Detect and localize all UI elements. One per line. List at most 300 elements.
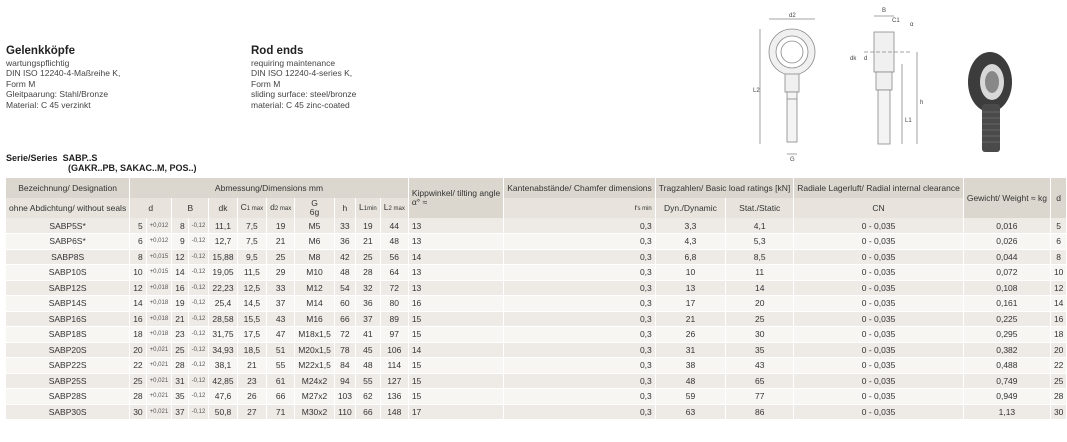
- designation-cell: SABP14S: [6, 296, 130, 312]
- clearance-cell: 0 - 0,035: [794, 342, 964, 358]
- header-h: h: [334, 198, 355, 218]
- dk-cell: 25,4: [209, 296, 237, 312]
- designation-cell: SABP12S: [6, 280, 130, 296]
- B-tolerance-cell: -0,12: [188, 280, 209, 296]
- tilt-angle-cell: 13: [408, 280, 503, 296]
- B-tolerance-cell: -0,12: [188, 234, 209, 250]
- weight-cell: 0,044: [963, 249, 1050, 265]
- designation-cell: SABP5S*: [6, 218, 130, 234]
- dk-cell: 34,93: [209, 342, 237, 358]
- header-G: G 6g: [295, 198, 335, 218]
- B-tolerance-cell: -0,12: [188, 373, 209, 389]
- B-cell: 25: [172, 342, 188, 358]
- B-tolerance-cell: -0,12: [188, 265, 209, 281]
- L2-cell: 44: [380, 218, 408, 234]
- header-d-right: d: [1050, 178, 1066, 218]
- d-cell: 28: [130, 389, 146, 405]
- L2-cell: 148: [380, 404, 408, 420]
- L1-cell: 48: [356, 358, 381, 374]
- clearance-cell: 0 - 0,035: [794, 358, 964, 374]
- header-B: B: [172, 198, 209, 218]
- header-C1: C1 max: [237, 198, 266, 218]
- weight-cell: 0,108: [963, 280, 1050, 296]
- label-L1: L1: [905, 118, 912, 124]
- static-load-cell: 4,1: [726, 218, 794, 234]
- d-tolerance-cell: +0,021: [146, 373, 172, 389]
- dynamic-load-cell: 21: [655, 311, 725, 327]
- d2-cell: 61: [267, 373, 295, 389]
- header-load-ratings: Tragzahlen/ Basic load ratings [kN]: [655, 178, 794, 198]
- static-load-cell: 35: [726, 342, 794, 358]
- series-alternatives: (GAKR..PB, SAKAC..M, POS..): [68, 163, 197, 173]
- chamfer-cell: 0,3: [504, 373, 656, 389]
- d2-cell: 51: [267, 342, 295, 358]
- chamfer-cell: 0,3: [504, 311, 656, 327]
- label-G: G: [790, 157, 795, 163]
- thread-cell: M22x1,5: [295, 358, 335, 374]
- d-cell: 5: [130, 218, 146, 234]
- B-cell: 31: [172, 373, 188, 389]
- d-right-cell: 6: [1050, 234, 1066, 250]
- designation-cell: SABP18S: [6, 327, 130, 343]
- dynamic-load-cell: 59: [655, 389, 725, 405]
- d2-cell: 19: [267, 218, 295, 234]
- chamfer-cell: 0,3: [504, 389, 656, 405]
- d-right-cell: 20: [1050, 342, 1066, 358]
- dynamic-load-cell: 3,3: [655, 218, 725, 234]
- table-row: [6, 234, 1067, 250]
- designation-cell: SABP16S: [6, 311, 130, 327]
- C1-cell: 12,5: [237, 280, 266, 296]
- designation-cell: SABP6S*: [6, 234, 130, 250]
- d2-cell: 29: [267, 265, 295, 281]
- h-cell: 36: [334, 234, 355, 250]
- chamfer-cell: 0,3: [504, 296, 656, 312]
- d2-cell: 33: [267, 280, 295, 296]
- h-cell: 66: [334, 311, 355, 327]
- weight-cell: 0,225: [963, 311, 1050, 327]
- h-cell: 33: [334, 218, 355, 234]
- h-cell: 110: [334, 404, 355, 420]
- dk-cell: 11,1: [209, 218, 237, 234]
- d-right-cell: 5: [1050, 218, 1066, 234]
- L1-cell: 25: [356, 249, 381, 265]
- h-cell: 94: [334, 373, 355, 389]
- C1-cell: 11,5: [237, 265, 266, 281]
- d2-cell: 55: [267, 358, 295, 374]
- B-tolerance-cell: -0,12: [188, 249, 209, 265]
- dk-cell: 47,6: [209, 389, 237, 405]
- B-cell: 28: [172, 358, 188, 374]
- static-load-cell: 77: [726, 389, 794, 405]
- header-tilting-angle: Kippwinkel/ tilting angle α° ≈: [408, 178, 503, 218]
- B-tolerance-cell: -0,12: [188, 342, 209, 358]
- designation-cell: SABP22S: [6, 358, 130, 374]
- clearance-cell: 0 - 0,035: [794, 265, 964, 281]
- d2-cell: 25: [267, 249, 295, 265]
- dynamic-load-cell: 6,8: [655, 249, 725, 265]
- designation-cell: SABP25S: [6, 373, 130, 389]
- chamfer-cell: 0,3: [504, 218, 656, 234]
- C1-cell: 7,5: [237, 234, 266, 250]
- header-d2: d2 max: [267, 198, 295, 218]
- label-d: d: [864, 56, 868, 62]
- dynamic-load-cell: 63: [655, 404, 725, 420]
- L1-cell: 28: [356, 265, 381, 281]
- static-load-cell: 11: [726, 265, 794, 281]
- L1-cell: 32: [356, 280, 381, 296]
- intro-line: requiring maintenance: [251, 58, 336, 68]
- table-row: [6, 218, 1067, 234]
- intro-line: Gleitpaarung: Stahl/Bronze: [6, 89, 109, 100]
- tilt-angle-cell: 17: [408, 404, 503, 420]
- L2-cell: 97: [380, 327, 408, 343]
- B-cell: 9: [172, 234, 188, 250]
- header-L2: L2 max: [380, 198, 408, 218]
- tilt-angle-cell: 15: [408, 358, 503, 374]
- tilt-angle-cell: 13: [408, 265, 503, 281]
- header-dynamic: Dyn./Dynamic: [655, 198, 725, 218]
- B-cell: 37: [172, 404, 188, 420]
- dk-cell: 22,23: [209, 280, 237, 296]
- L2-cell: 89: [380, 311, 408, 327]
- table-row: [6, 249, 1067, 265]
- dynamic-load-cell: 4,3: [655, 234, 725, 250]
- dk-cell: 42,85: [209, 373, 237, 389]
- L2-cell: 127: [380, 373, 408, 389]
- d-tolerance-cell: +0,015: [146, 265, 172, 281]
- B-tolerance-cell: -0,12: [188, 311, 209, 327]
- header-chamfer: Kantenabstände/ Chamfer dimensions: [504, 178, 656, 198]
- chamfer-cell: 0,3: [504, 327, 656, 343]
- clearance-cell: 0 - 0,035: [794, 280, 964, 296]
- L1-cell: 36: [356, 296, 381, 312]
- weight-cell: 0,295: [963, 327, 1050, 343]
- intro-line: sliding surface: steel/bronze: [251, 89, 357, 100]
- static-load-cell: 8,5: [726, 249, 794, 265]
- dynamic-load-cell: 10: [655, 265, 725, 281]
- header-designation: Bezeichnung/ Designation: [6, 178, 130, 198]
- L2-cell: 106: [380, 342, 408, 358]
- B-tolerance-cell: -0,12: [188, 404, 209, 420]
- thread-cell: M12: [295, 280, 335, 296]
- h-cell: 42: [334, 249, 355, 265]
- d-cell: 18: [130, 327, 146, 343]
- h-cell: 60: [334, 296, 355, 312]
- C1-cell: 7,5: [237, 218, 266, 234]
- clearance-cell: 0 - 0,035: [794, 373, 964, 389]
- dk-cell: 15,88: [209, 249, 237, 265]
- label-L2: L2: [753, 88, 760, 94]
- tilt-angle-cell: 14: [408, 249, 503, 265]
- d-cell: 25: [130, 373, 146, 389]
- d-right-cell: 25: [1050, 373, 1066, 389]
- static-load-cell: 25: [726, 311, 794, 327]
- dk-cell: 31,75: [209, 327, 237, 343]
- thread-cell: M24x2: [295, 373, 335, 389]
- d-tolerance-cell: +0,012: [146, 218, 172, 234]
- table-row: [6, 404, 1067, 420]
- d-tolerance-cell: +0,021: [146, 389, 172, 405]
- header-clearance: Radiale Lagerluft/ Radial internal clearance: [794, 178, 964, 198]
- C1-cell: 27: [237, 404, 266, 420]
- B-cell: 8: [172, 218, 188, 234]
- thread-cell: M5: [295, 218, 335, 234]
- tilt-angle-cell: 16: [408, 296, 503, 312]
- dynamic-load-cell: 31: [655, 342, 725, 358]
- static-load-cell: 43: [726, 358, 794, 374]
- d-cell: 16: [130, 311, 146, 327]
- weight-cell: 0,161: [963, 296, 1050, 312]
- thread-cell: M14: [295, 296, 335, 312]
- intro-line: DIN ISO 12240-4-series K,: [251, 68, 353, 79]
- d-cell: 10: [130, 265, 146, 281]
- clearance-cell: 0 - 0,035: [794, 327, 964, 343]
- designation-cell: SABP8S: [6, 249, 130, 265]
- static-load-cell: 14: [726, 280, 794, 296]
- static-load-cell: 5,3: [726, 234, 794, 250]
- dynamic-load-cell: 48: [655, 373, 725, 389]
- B-cell: 19: [172, 296, 188, 312]
- table-row: [6, 280, 1067, 296]
- d-right-cell: 8: [1050, 249, 1066, 265]
- L1-cell: 21: [356, 234, 381, 250]
- series-code: SABP..S: [62, 153, 98, 163]
- label-h: h: [920, 100, 924, 106]
- header-cn: CN: [794, 198, 964, 218]
- B-tolerance-cell: -0,12: [188, 327, 209, 343]
- B-cell: 16: [172, 280, 188, 296]
- L1-cell: 37: [356, 311, 381, 327]
- h-cell: 103: [334, 389, 355, 405]
- intro-line: wartungspflichtig: [6, 58, 70, 68]
- heading-english: Rod ends: [251, 45, 304, 57]
- d-cell: 8: [130, 249, 146, 265]
- d-cell: 22: [130, 358, 146, 374]
- d-tolerance-cell: +0,018: [146, 280, 172, 296]
- dk-cell: 19,05: [209, 265, 237, 281]
- C1-cell: 15,5: [237, 311, 266, 327]
- B-cell: 21: [172, 311, 188, 327]
- header-static: Stat./Static: [726, 198, 794, 218]
- B-cell: 14: [172, 265, 188, 281]
- clearance-cell: 0 - 0,035: [794, 389, 964, 405]
- chamfer-cell: 0,3: [504, 404, 656, 420]
- table-row: [6, 373, 1067, 389]
- weight-cell: 0,016: [963, 218, 1050, 234]
- L2-cell: 80: [380, 296, 408, 312]
- d2-cell: 21: [267, 234, 295, 250]
- series-label: [6, 153, 197, 173]
- h-cell: 72: [334, 327, 355, 343]
- tilt-angle-cell: 13: [408, 234, 503, 250]
- dk-cell: 28,58: [209, 311, 237, 327]
- d-tolerance-cell: +0,015: [146, 249, 172, 265]
- d-tolerance-cell: +0,021: [146, 404, 172, 420]
- weight-cell: 0,749: [963, 373, 1050, 389]
- dk-cell: 50,8: [209, 404, 237, 420]
- label-alpha: α: [910, 22, 914, 28]
- chamfer-cell: 0,3: [504, 249, 656, 265]
- L2-cell: 72: [380, 280, 408, 296]
- d-tolerance-cell: +0,021: [146, 342, 172, 358]
- weight-cell: 0,026: [963, 234, 1050, 250]
- d-tolerance-cell: +0,012: [146, 234, 172, 250]
- B-tolerance-cell: -0,12: [188, 296, 209, 312]
- B-cell: 12: [172, 249, 188, 265]
- thread-cell: M27x2: [295, 389, 335, 405]
- series-prefix: Serie/Series: [6, 153, 58, 163]
- clearance-cell: 0 - 0,035: [794, 296, 964, 312]
- rod-ends-table: [6, 178, 1067, 420]
- L1-cell: 62: [356, 389, 381, 405]
- designation-cell: SABP30S: [6, 404, 130, 420]
- thread-cell: M18x1,5: [295, 327, 335, 343]
- table-row: [6, 389, 1067, 405]
- header-d: d: [130, 198, 172, 218]
- chamfer-cell: 0,3: [504, 358, 656, 374]
- B-tolerance-cell: -0,12: [188, 218, 209, 234]
- designation-cell: SABP20S: [6, 342, 130, 358]
- header-weight: Gewicht/ Weight ≈ kg: [963, 178, 1050, 218]
- tilt-angle-cell: 15: [408, 311, 503, 327]
- d-right-cell: 16: [1050, 311, 1066, 327]
- C1-cell: 17,5: [237, 327, 266, 343]
- L2-cell: 136: [380, 389, 408, 405]
- d-cell: 14: [130, 296, 146, 312]
- B-cell: 35: [172, 389, 188, 405]
- label-C1: C1: [892, 18, 900, 24]
- chamfer-cell: 0,3: [504, 234, 656, 250]
- designation-cell: SABP10S: [6, 265, 130, 281]
- tilt-angle-cell: 15: [408, 389, 503, 405]
- weight-cell: 0,488: [963, 358, 1050, 374]
- heading-german: Gelenkköpfe: [6, 45, 76, 57]
- L2-cell: 56: [380, 249, 408, 265]
- L1-cell: 45: [356, 342, 381, 358]
- dynamic-load-cell: 38: [655, 358, 725, 374]
- d-tolerance-cell: +0,021: [146, 358, 172, 374]
- clearance-cell: 0 - 0,035: [794, 218, 964, 234]
- dk-cell: 38,1: [209, 358, 237, 374]
- tilt-angle-cell: 13: [408, 218, 503, 234]
- static-load-cell: 65: [726, 373, 794, 389]
- B-cell: 23: [172, 327, 188, 343]
- d-right-cell: 28: [1050, 389, 1066, 405]
- dynamic-load-cell: 17: [655, 296, 725, 312]
- d2-cell: 47: [267, 327, 295, 343]
- chamfer-cell: 0,3: [504, 280, 656, 296]
- weight-cell: 0,072: [963, 265, 1050, 281]
- C1-cell: 23: [237, 373, 266, 389]
- d-right-cell: 10: [1050, 265, 1066, 281]
- tilt-angle-cell: 14: [408, 342, 503, 358]
- dynamic-load-cell: 26: [655, 327, 725, 343]
- d2-cell: 71: [267, 404, 295, 420]
- d-cell: 30: [130, 404, 146, 420]
- table-row: [6, 342, 1067, 358]
- L2-cell: 48: [380, 234, 408, 250]
- B-tolerance-cell: -0,12: [188, 358, 209, 374]
- header-dimensions: Abmessung/Dimensions mm: [130, 178, 409, 198]
- L1-cell: 41: [356, 327, 381, 343]
- clearance-cell: 0 - 0,035: [794, 249, 964, 265]
- d-tolerance-cell: +0,018: [146, 327, 172, 343]
- d2-cell: 43: [267, 311, 295, 327]
- d-cell: 12: [130, 280, 146, 296]
- d-right-cell: 22: [1050, 358, 1066, 374]
- intro-line: Form M: [251, 78, 281, 89]
- intro-english: [251, 44, 356, 110]
- thread-cell: M6: [295, 234, 335, 250]
- tilt-angle-cell: 15: [408, 373, 503, 389]
- intro-line: material: C 45 zinc-coated: [251, 99, 350, 110]
- L1-cell: 55: [356, 373, 381, 389]
- d2-cell: 66: [267, 389, 295, 405]
- header-rs: rs min: [504, 198, 656, 218]
- table-row: [6, 296, 1067, 312]
- dynamic-load-cell: 13: [655, 280, 725, 296]
- h-cell: 54: [334, 280, 355, 296]
- h-cell: 48: [334, 265, 355, 281]
- table-row: [6, 358, 1067, 374]
- rod-end-technical-drawing: [752, 4, 1022, 164]
- C1-cell: 26: [237, 389, 266, 405]
- C1-cell: 21: [237, 358, 266, 374]
- clearance-cell: 0 - 0,035: [794, 404, 964, 420]
- d-cell: 20: [130, 342, 146, 358]
- intro-line: DIN ISO 12240-4-Maßreihe K,: [6, 68, 121, 79]
- rod-end-product-image: [968, 52, 1012, 152]
- L1-cell: 19: [356, 218, 381, 234]
- thread-cell: M16: [295, 311, 335, 327]
- C1-cell: 18,5: [237, 342, 266, 358]
- intro-line: Material: C 45 verzinkt: [6, 99, 91, 110]
- static-load-cell: 20: [726, 296, 794, 312]
- label-B: B: [882, 8, 887, 14]
- thread-cell: M10: [295, 265, 335, 281]
- header-without-seals: ohne Abdichtung/ without seals: [6, 198, 130, 218]
- table-row: [6, 265, 1067, 281]
- header-dk: dk: [209, 198, 237, 218]
- intro-german: [6, 44, 120, 110]
- thread-cell: M20x1,5: [295, 342, 335, 358]
- table-row: [6, 311, 1067, 327]
- d-tolerance-cell: +0,018: [146, 296, 172, 312]
- dk-cell: 12,7: [209, 234, 237, 250]
- designation-cell: SABP28S: [6, 389, 130, 405]
- d-right-cell: 18: [1050, 327, 1066, 343]
- d-cell: 6: [130, 234, 146, 250]
- weight-cell: 1,13: [963, 404, 1050, 420]
- C1-cell: 9,5: [237, 249, 266, 265]
- thread-cell: M30x2: [295, 404, 335, 420]
- weight-cell: 0,382: [963, 342, 1050, 358]
- label-dk: dk: [850, 56, 857, 62]
- h-cell: 78: [334, 342, 355, 358]
- L2-cell: 64: [380, 265, 408, 281]
- L2-cell: 114: [380, 358, 408, 374]
- static-load-cell: 30: [726, 327, 794, 343]
- d-right-cell: 30: [1050, 404, 1066, 420]
- d-tolerance-cell: +0,018: [146, 311, 172, 327]
- weight-cell: 0,949: [963, 389, 1050, 405]
- clearance-cell: 0 - 0,035: [794, 311, 964, 327]
- chamfer-cell: 0,3: [504, 265, 656, 281]
- d-right-cell: 14: [1050, 296, 1066, 312]
- thread-cell: M8: [295, 249, 335, 265]
- header-L1: L1min: [356, 198, 381, 218]
